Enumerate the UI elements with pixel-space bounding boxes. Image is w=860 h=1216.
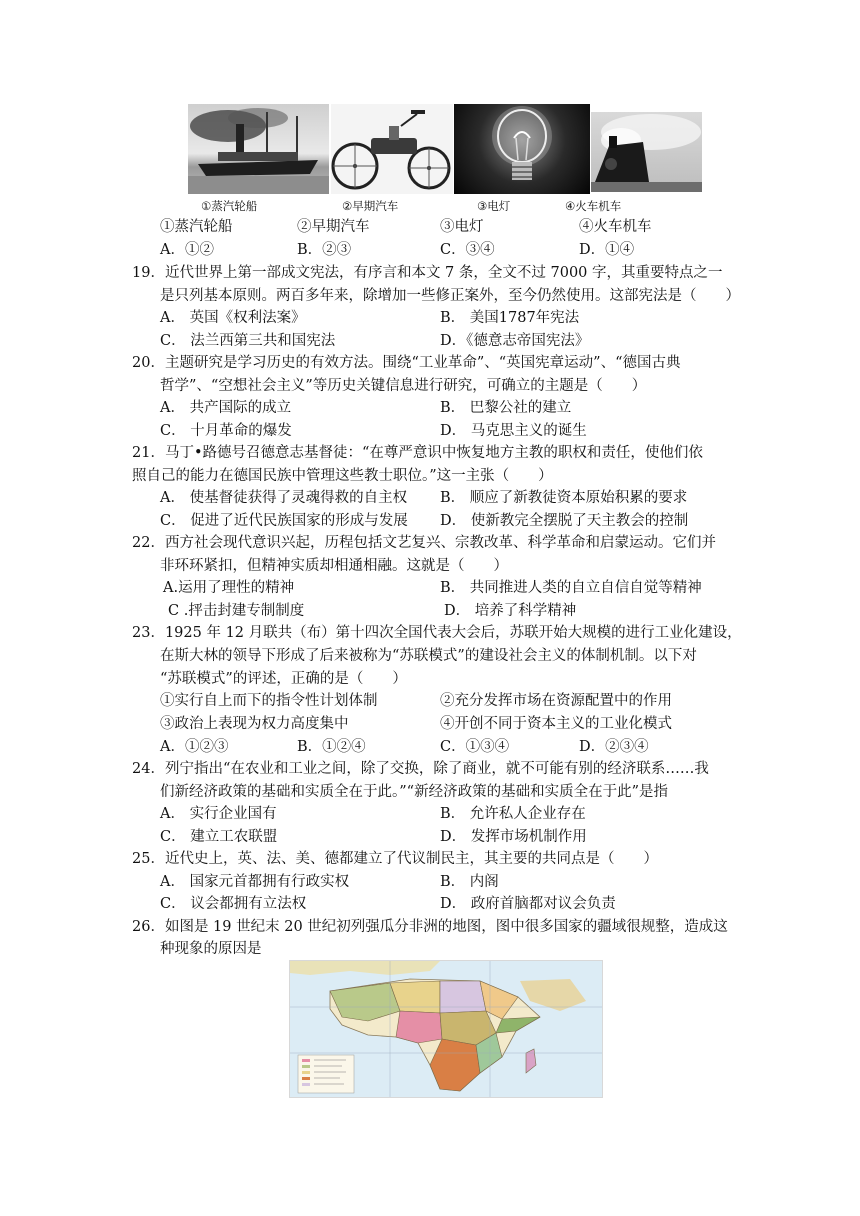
answer-option: B． 巴黎公社的建立 (440, 400, 572, 416)
light-bulb-photo (454, 104, 590, 194)
question-stem: 在斯大林的领导下形成了后来被称为“苏联模式”的建设社会主义的体制机制。以下对 (160, 648, 697, 664)
question-stem: 20．主题研究是学习历史的有效方法。围绕“工业革命”、“英国宪章运动”、“德国古典 (132, 355, 681, 371)
early-car-photo (331, 104, 453, 194)
answer-option: C． 促进了近代民族国家的形成与发展 (160, 513, 408, 529)
answer-option: A． 英国《权利法案》 (160, 310, 306, 326)
answer-option: B． 内阁 (440, 874, 499, 890)
answer-option: B． 共同推进人类的自立自信自觉等精神 (440, 580, 702, 596)
statement-item: ②早期汽车 (297, 219, 370, 235)
answer-option: C．③④ (440, 242, 495, 258)
question-stem: 种现象的原因是 (160, 941, 262, 957)
question-stem: 22．西方社会现代意识兴起，历程包括文艺复兴、宗教改革、科学革命和启蒙运动。它们并 (132, 535, 716, 551)
locomotive-photo (591, 112, 702, 192)
statement-item: ③政治上表现为权力高度集中 (160, 716, 349, 732)
statement-item: ③电灯 (440, 219, 484, 235)
statement-item: ①实行自上而下的指令性计划体制 (160, 693, 378, 709)
answer-option: B． 顺应了新教徒资本原始积累的要求 (440, 490, 688, 506)
question-stem: 21．马丁•路德号召德意志基督徒：“在尊严意识中恢复地方主教的职权和责任，使他们依 (132, 445, 703, 461)
question-stem: 19．近代世界上第一部成文宪法，有序言和本文 7 条，全文不过 7000 字，其重要特点之一 (132, 265, 723, 281)
question-stem: 26．如图是 19 世纪末 20 世纪初列强瓜分非洲的地图，图中很多国家的疆域很规整，造成这 (132, 919, 728, 935)
figure-caption: ③电灯 (477, 199, 511, 213)
statement-item: ②充分发挥市场在资源配置中的作用 (440, 693, 672, 709)
answer-option: D．②③④ (579, 739, 649, 755)
answer-option: D． 使新教完全摆脱了天主教会的控制 (440, 513, 689, 529)
answer-option: C． 议会都拥有立法权 (160, 896, 307, 912)
question-stem: 们新经济政策的基础和实质全在于此。”“新经济政策的基础和实质全在于此”是指 (160, 784, 668, 800)
figure-caption: ②早期汽车 (342, 199, 399, 213)
question-stem: 是只列基本原则。两百多年来，除增加一些修正案外，至今仍然使用。这部宪法是（ ） (160, 288, 740, 304)
answer-option: A． 使基督徒获得了灵魂得救的自主权 (160, 490, 408, 506)
answer-option: B．②③ (297, 242, 352, 258)
answer-option: D．①④ (579, 242, 635, 258)
question-stem: 24．列宁指出“在农业和工业之间，除了交换，除了商业，就不可能有别的经济联系……我 (132, 761, 709, 777)
answer-option: C．①③④ (440, 739, 510, 755)
answer-option: A． 共产国际的成立 (160, 400, 292, 416)
statement-item: ④开创不同于资本主义的工业化模式 (440, 716, 672, 732)
answer-option: D．《德意志帝国宪法》 (440, 333, 590, 349)
answer-option: D． 培养了科学精神 (444, 603, 577, 619)
question-stem: 非环环紧扣，但精神实质却相通相融。这就是（ ） (160, 558, 508, 574)
answer-option: A． 实行企业国有 (160, 806, 277, 822)
question-stem: “苏联模式”的评述，正确的是（ ） (160, 671, 407, 687)
question-stem: 25．近代史上，英、法、美、德都建立了代议制民主，其主要的共同点是（ ） (132, 851, 658, 867)
africa-partition-map (289, 960, 603, 1098)
answer-option: D． 发挥市场机制作用 (440, 829, 587, 845)
answer-option: A． 国家元首都拥有行政实权 (160, 874, 350, 890)
question-stem: 照自己的能力在德国民族中管理这些教士职位。”这一主张（ ） (132, 468, 553, 484)
answer-option: D． 政府首脑都对议会负责 (440, 896, 616, 912)
statement-item: ④火车机车 (579, 219, 652, 235)
answer-option: A．①②③ (160, 739, 229, 755)
answer-option: C． 建立工农联盟 (160, 829, 278, 845)
question-stem: 哲学”、“空想社会主义”等历史关键信息进行研究，可确立的主题是（ ） (160, 378, 647, 394)
answer-option: D． 马克思主义的诞生 (440, 423, 587, 439)
answer-option: C． 法兰西第三共和国宪法 (160, 333, 336, 349)
answer-option: A．①② (160, 242, 214, 258)
answer-option: C .抨击封建专制制度 (168, 603, 305, 619)
answer-option: A.运用了理性的精神 (163, 580, 295, 596)
figure-caption: ④火车机车 (565, 199, 622, 213)
answer-option: B．①②④ (297, 739, 366, 755)
statement-item: ①蒸汽轮船 (160, 219, 233, 235)
answer-option: B． 美国1787年宪法 (440, 310, 580, 326)
answer-option: B． 允许私人企业存在 (440, 806, 586, 822)
figure-caption: ①蒸汽轮船 (201, 199, 258, 213)
steamship-photo (188, 104, 329, 194)
answer-option: C． 十月革命的爆发 (160, 423, 292, 439)
question-stem: 23．1925 年 12 月联共（布）第十四次全国代表大会后，苏联开始大规模的进行工业化建设， (132, 625, 742, 641)
